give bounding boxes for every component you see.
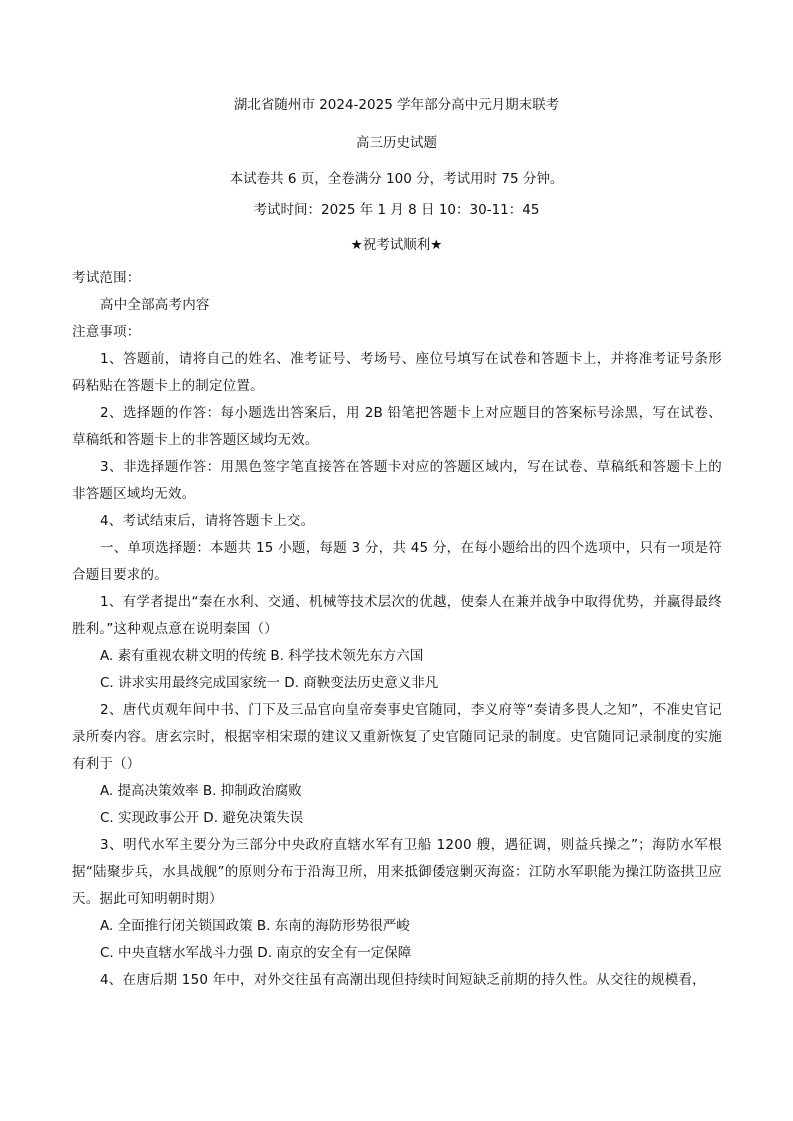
- question-stem: 4、在唐后期 150 年中，对外交往虽有高潮出现但持续时间短缺乏前期的持久性。从交往的规模看，: [100, 972, 706, 988]
- notes-label: 注意事项：: [72, 324, 141, 340]
- scope-label: 考试范围：: [72, 270, 141, 286]
- question-options: A. 全面推行闭关锁国政策 B. 东南的海防形势很严峻: [100, 918, 410, 934]
- note-item: 1、答题前，请将自己的姓名、准考证号、考场号、座位号填写在试卷和答题卡上，并将准考证号条形码粘贴在答题卡上的制定位置。: [72, 351, 722, 394]
- note-item: 3、非选择题作答：用黑色签字笔直接答在答题卡对应的答题区域内，写在试卷、草稿纸和答题卡上的非答题区域均无效。: [72, 459, 722, 502]
- exam-time: 考试时间：2025 年 1 月 8 日 10：30-11：45: [253, 202, 540, 218]
- exam-info: 本试卷共 6 页，全卷满分 100 分，考试用时 75 分钟。: [229, 171, 564, 187]
- question-stem: 3、明代水军主要分为三部分中央政府直辖水军有卫船 1200 艘，遇征调，则益兵操之”；海防水军根据“陆聚步兵，水具战舰”的原则分布于沿海卫所，用来抵御倭寇剿灭海盗：江防水军职能为操江防盗拱卫应天。据此可知明朝时期）: [72, 837, 722, 907]
- question-options: A. 素有重视农耕文明的传统 B. 科学技术领先东方六国: [100, 648, 424, 664]
- note-item: 2、选择题的作答：每小题选出答案后，用 2B 铅笔把答题卡上对应题目的答案标号涂黑，写在试卷、草稿纸和答题卡上的非答题区域均无效。: [72, 405, 722, 448]
- exam-body: [72, 265, 722, 994]
- question-stem: 1、有学者提出“秦在水利、交通、机械等技术层次的优越，使秦人在兼并战争中取得优势，并赢得最终胜利。”这种观点意在说明秦国（）: [72, 594, 722, 637]
- question-options: C. 实现政事公开 D. 避免决策失误: [100, 810, 304, 826]
- exam-title: 湖北省随州市 2024-2025 学年部分高中元月期末联考: [233, 97, 560, 113]
- scope-content: 高中全部高考内容: [100, 297, 210, 313]
- note-item: 4、考试结束后，请将答题卡上交。: [100, 513, 315, 529]
- subject-title: 高三历史试题: [356, 135, 437, 151]
- blessing: ★祝考试顺利★: [350, 237, 443, 253]
- section-heading: 一、单项选择题：本题共 15 小题，每题 3 分，共 45 分，在每小题给出的四个选项中，只有一项是符合题目要求的。: [72, 540, 722, 583]
- question-stem: 2、唐代贞观年间中书、门下及三品官向皇帝奏事史官随同，李义府等“奏请多畏人之知”，不准史官记录所奏内容。唐玄宗时，根据宰相宋璟的建议又重新恢复了史官随同记录的制度。史官随同记录制度的实施有利于（）: [72, 702, 722, 772]
- question-options: A. 提高决策效率 B. 抑制政治腐败: [100, 783, 302, 799]
- question-options: C. 中央直辖水军战斗力强 D. 南京的安全有一定保障: [100, 945, 412, 961]
- question-options: C. 讲求实用最终完成国家统一 D. 商鞅变法历史意义非凡: [100, 675, 439, 691]
